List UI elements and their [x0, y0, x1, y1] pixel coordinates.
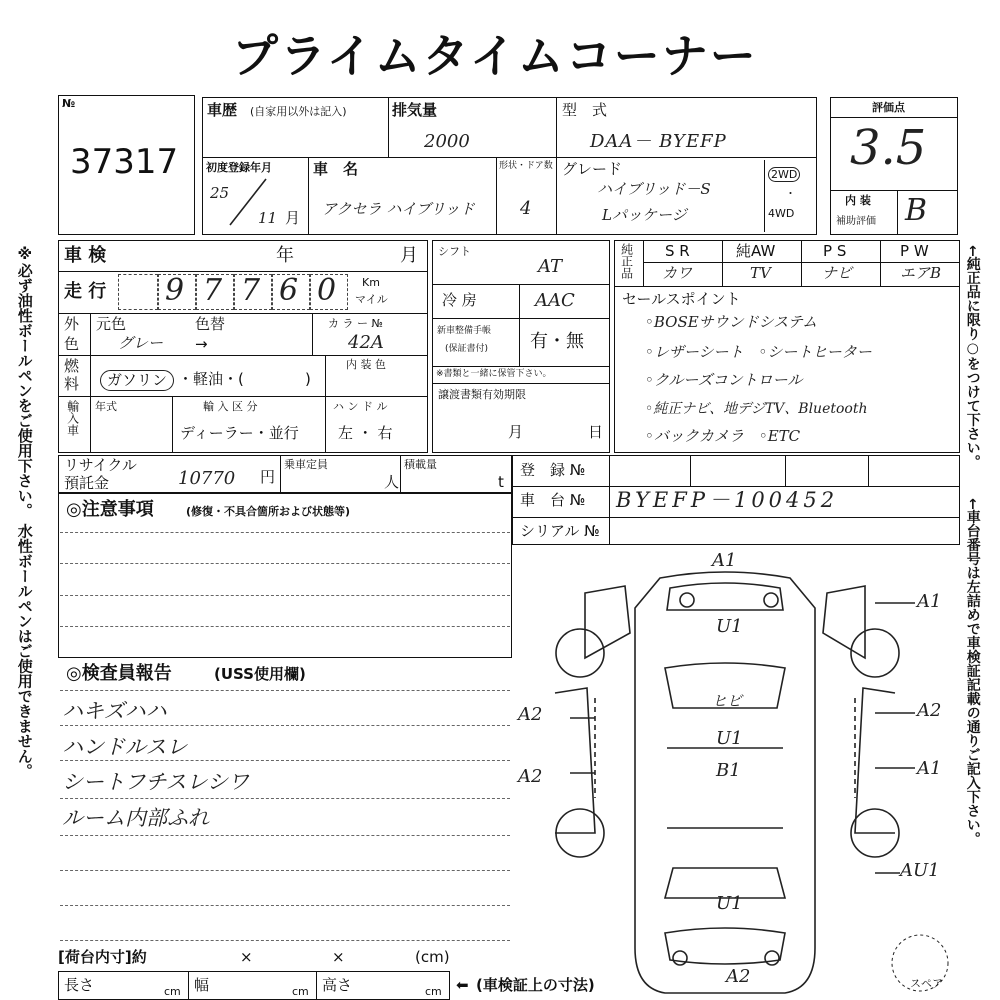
damage-front: A1: [712, 550, 737, 571]
damage-a2-right: A2: [917, 700, 942, 721]
genuine-header: P S: [823, 242, 847, 260]
history-label: 車歴: [207, 101, 238, 119]
ac-label: 冷 房: [442, 291, 477, 309]
color-label-1: 外: [64, 315, 80, 333]
genuine-label: 純正品: [619, 243, 634, 279]
interior-label-1: 内 装: [845, 194, 871, 207]
genuine-header: 純AW: [736, 242, 776, 260]
mileage-digit: 7: [203, 273, 223, 308]
mileage-digit: 7: [241, 273, 261, 308]
damage-u1-rear: U1: [716, 893, 743, 914]
notes-sub: (修復・不具合箇所および状態等): [186, 505, 351, 518]
height-unit: cm: [425, 985, 442, 998]
damage-u1-front: U1: [716, 616, 743, 637]
car-name-label: 車 名: [313, 160, 359, 178]
cargo-label: [荷台内寸]約: [58, 948, 147, 966]
recycle-label-2: 預託金: [64, 474, 110, 492]
headlight-left: [680, 593, 694, 607]
capacity-unit: 人: [384, 473, 400, 491]
mileage-unit-mile: マイル: [355, 293, 388, 306]
inspection-label: 車 検: [64, 245, 107, 266]
cargo-x1: ×: [240, 948, 253, 966]
fuel-options: ・軽油・(: [178, 370, 244, 388]
import-label: 輸入車: [65, 400, 80, 436]
page-title: プライムタイムコーナー: [232, 29, 758, 83]
shift-value: AT: [538, 256, 563, 277]
damage-b1-mid: B1: [716, 760, 741, 781]
side-note-left: ※必ず油性ボールペンをご使用下さい。 水性ボールペンはご使用できません。: [15, 245, 34, 779]
mirror-left: [585, 586, 630, 658]
grade-line2: Lパッケージ: [602, 206, 687, 224]
displacement-label: 排気量: [392, 101, 438, 119]
damage-au1: AU1: [900, 860, 940, 881]
displacement-value: 2000: [424, 131, 470, 152]
spare-label: スペア: [910, 977, 943, 990]
side-note-right-2: ←車台番号は左詰めで車検証記載の通りご記入下さい。: [964, 498, 981, 846]
color-code-value: 42A: [348, 332, 384, 353]
width-unit: cm: [292, 985, 309, 998]
mirror-right: [823, 586, 865, 658]
sales-point: ◦BOSEサウンドシステム: [645, 313, 818, 331]
capacity-label: 乗車定員: [284, 458, 328, 471]
damage-a2-left-2: A2: [518, 766, 543, 787]
recycle-label-1: リサイクル: [64, 456, 137, 474]
interior-color-label: 内 装 色: [346, 358, 386, 371]
color-arrow: →: [195, 335, 208, 353]
height-label: 高さ: [322, 976, 353, 994]
interior-label-2: 補助評価: [836, 216, 876, 227]
mileage-digit: 6: [279, 273, 299, 308]
warranty-note: ※書類と一緒に保管下さい。: [436, 369, 552, 379]
recycle-value: 10770: [178, 468, 236, 489]
sales-point: ◦純正ナビ、地デジTV、Bluetooth: [645, 401, 868, 417]
dimensions-box: [58, 971, 450, 1000]
first-reg-label: 初度登録年月: [206, 161, 272, 174]
first-reg-month-unit: 月: [285, 209, 301, 227]
genuine-value: ナビ: [822, 264, 853, 282]
mileage-unit-km: Km: [362, 276, 380, 289]
fuel-paren-close: ): [305, 370, 311, 388]
import-section-label: 輸 入 区 分: [203, 400, 258, 413]
report-label: ◎検査員報告: [66, 663, 172, 684]
report-line: ルーム内部ふれ: [62, 806, 209, 830]
taillight-left: [673, 951, 687, 965]
sales-point: ◦クルーズコントロール: [645, 371, 803, 389]
mileage-label: 走 行: [64, 281, 107, 302]
ac-value: AAC: [535, 290, 575, 311]
drive-4wd: 4WD: [768, 207, 795, 220]
genuine-header: S R: [665, 242, 690, 260]
transfer-label: 譲渡書類有効期限: [438, 388, 526, 401]
chassis-value: BYEFP－100452: [616, 488, 839, 512]
handle-value: 左 ・ 右: [338, 424, 393, 442]
wheel-front-left: [556, 629, 604, 677]
damage-u1-mid: U1: [716, 728, 743, 749]
color-code-label: カ ラ ー №: [328, 317, 383, 330]
color-value: グレー: [118, 334, 164, 352]
inspection-year: 年: [276, 245, 294, 266]
recycle-unit: 円: [260, 468, 276, 486]
sales-label: セールスポイント: [622, 290, 741, 308]
dims-arrow: ⬅: [456, 976, 469, 994]
length-unit: cm: [164, 985, 181, 998]
load-unit: t: [498, 473, 504, 491]
genuine-header: P W: [900, 242, 929, 260]
grade-label: グレード: [562, 160, 623, 178]
lot-number: 37317: [70, 142, 179, 182]
report-line: ハンドルスレ: [62, 735, 188, 759]
chassis-label: 車 台 №: [520, 491, 586, 509]
cargo-unit: (cm): [415, 948, 450, 966]
right-front-fender: [855, 688, 895, 833]
report-line: ハキズハハ: [62, 699, 167, 723]
car-name-value: アクセラ ハイブリッド: [322, 200, 475, 218]
model-label: 型 式: [562, 101, 608, 119]
report-line: シートフチスレシワ: [62, 770, 250, 794]
sales-point: ◦バックカメラ ◦ETC: [645, 427, 801, 445]
drive-sep: ・: [785, 187, 796, 200]
genuine-value: エアB: [900, 264, 942, 282]
import-section-value: ディーラー・並行: [180, 424, 299, 442]
report-sub: (USS使用欄): [214, 665, 306, 683]
wheel-front-right: [851, 629, 899, 677]
handle-label: ハ ン ド ル: [333, 400, 388, 413]
rating-value: 3.5: [850, 120, 927, 176]
warranty-label-2: (保証書付): [445, 344, 489, 354]
fuel-label-1: 燃: [64, 357, 80, 375]
trunk-line: [665, 928, 785, 964]
length-label: 長さ: [64, 976, 95, 994]
rating-label: 評価点: [872, 101, 905, 114]
history-note: (自家用以外は記入): [250, 105, 347, 118]
shift-label: シフト: [438, 245, 471, 258]
registration-label: 登 録 №: [520, 461, 586, 479]
fuel-gasoline-circled: ガソリン: [100, 370, 174, 391]
interior-grade: B: [905, 193, 928, 228]
transfer-month: 月: [508, 423, 524, 441]
damage-a1-right-2: A1: [917, 758, 942, 779]
inspection-month: 月: [400, 245, 418, 266]
fuel-label-2: 料: [64, 375, 80, 393]
sales-point: ◦レザーシート ◦シートヒーター: [645, 343, 872, 361]
lot-label: №: [62, 97, 76, 110]
warranty-label-1: 新車整備手帳: [437, 326, 492, 336]
first-reg-year: 25: [210, 184, 230, 202]
transfer-day: 日: [588, 423, 604, 441]
doors-label: 形状・ドア数: [499, 161, 553, 171]
color-original-label: 元色: [96, 315, 127, 333]
grade-line1: ハイブリッド－S: [597, 180, 711, 198]
model-value: DAA－ BYEFP: [590, 131, 727, 152]
damage-hood: ヒビ: [712, 692, 743, 710]
mileage-digit: 9: [165, 273, 185, 308]
damage-a2-bottom: A2: [726, 966, 751, 987]
load-label: 積載量: [404, 458, 437, 471]
doors-value: 4: [520, 198, 532, 219]
serial-label: シリアル №: [520, 522, 600, 540]
headlight-right: [764, 593, 778, 607]
taillight-right: [765, 951, 779, 965]
damage-a2-left-1: A2: [518, 704, 543, 725]
first-reg-month: 11: [258, 209, 278, 227]
import-year-label: 年式: [95, 400, 117, 413]
color-label-2: 色: [64, 335, 80, 353]
genuine-value: TV: [750, 264, 771, 282]
drive-2wd-circled: 2WD: [768, 167, 800, 182]
cargo-x2: ×: [332, 948, 345, 966]
width-label: 幅: [194, 976, 210, 994]
damage-right-front: A1: [917, 591, 942, 612]
color-changed-label: 色替: [195, 315, 226, 333]
dims-note: (車検証上の寸法): [476, 976, 595, 994]
warranty-value: 有・無: [530, 331, 584, 352]
side-note-right-1: ←純正品に限り○をつけて下さい。: [964, 245, 981, 469]
mileage-digit: 0: [317, 273, 337, 308]
genuine-value: カワ: [662, 264, 693, 282]
notes-label: ◎注意事項: [66, 499, 154, 520]
